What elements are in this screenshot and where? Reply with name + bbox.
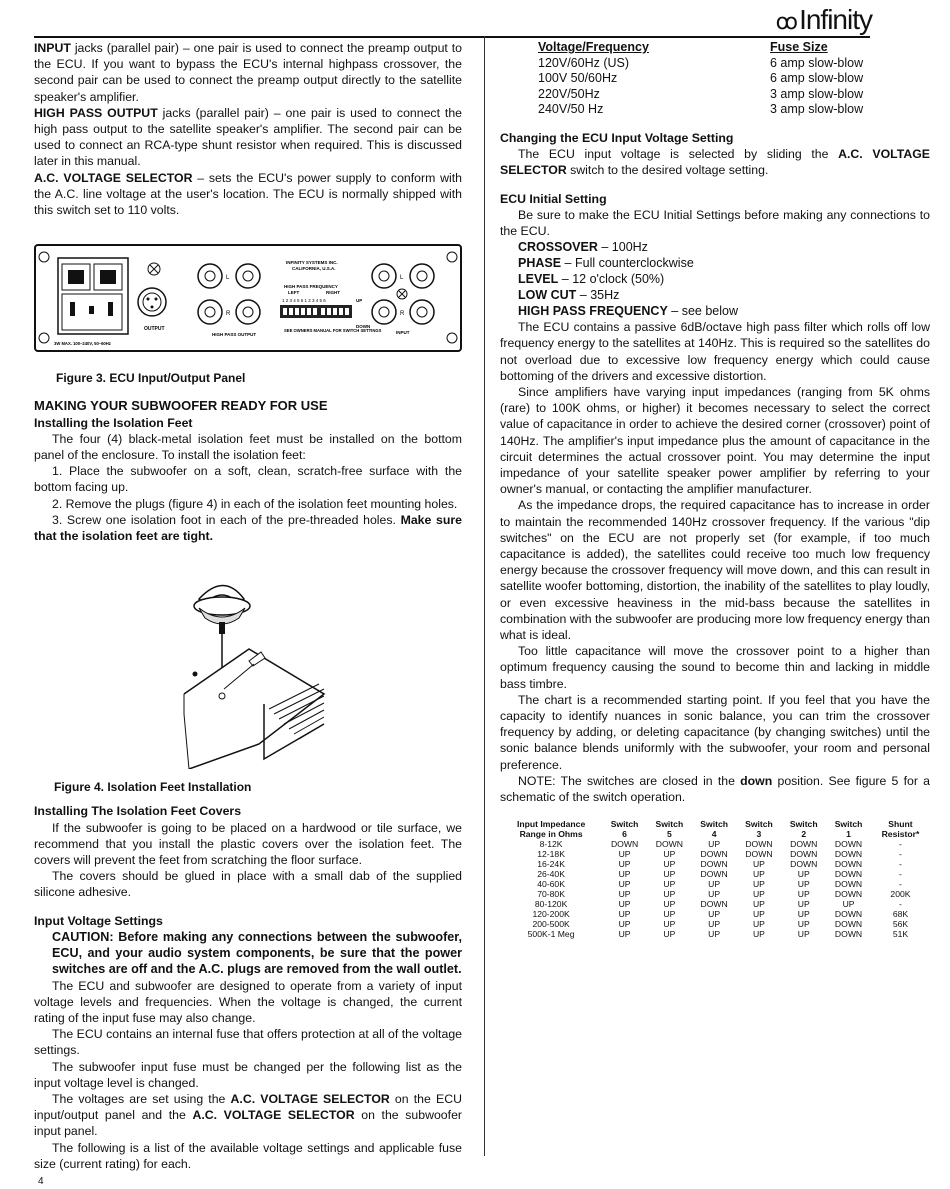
table-cell: UP [708, 919, 721, 930]
ac-selector-term: A.C. VOLTAGE SELECTOR [34, 170, 193, 185]
table-cell: - [899, 879, 902, 890]
table-cell: UP [797, 929, 810, 940]
table-cell: 500K-1 Meg [527, 929, 575, 940]
input-voltage-paragraph-1: The ECU and subwoofer are designed to operate from a variety of input voltage levels and frequencies. When the voltage is changed, the current rating of the input fuse may also change. [34, 978, 462, 1025]
table-cell: DOWN [834, 879, 863, 890]
table-cell: DOWN [834, 869, 863, 880]
input-voltage-paragraph-4 [34, 1091, 462, 1140]
table-row [500, 929, 930, 939]
table-cell: - [899, 869, 902, 880]
column-header: Input Impedance [516, 819, 586, 830]
table-cell: UP [752, 859, 765, 870]
step-3-emphasis: Make sure that the isolation feet are tight. [34, 512, 462, 544]
column-header: 5 [666, 829, 672, 840]
table-row [500, 859, 930, 869]
input-desc: jacks (parallel pair) – one pair is used to connect the preamp output to the ECU. If you want to bypass the ECU's internal highpass crossover, the second pair can be used to connect the preamp output directly to the satellite speaker's amplifier. [34, 41, 462, 104]
table-cell: 56K [892, 919, 909, 930]
caution-paragraph: CAUTION: Before making any connections between the subwoofer, ECU, and your audio system components, be sure that the power switches are off and the A.C. plugs are removed from the wall outlet. [52, 929, 462, 977]
ac-selector-desc: – sets the ECU's power supply to conform with the A.C. line voltage at the user's location. The ECU is normally shipped with this switch set to 110 volts. [34, 170, 462, 218]
table-cell: 80-120K [534, 899, 568, 910]
table-cell: DOWN [700, 849, 728, 860]
table-cell: UP [708, 879, 721, 890]
table-cell: UP [663, 899, 676, 910]
ecu-panel-figure [34, 244, 462, 354]
column-header: Switch [789, 819, 818, 830]
table-cell: DOWN [745, 839, 773, 850]
hp-output-term: HIGH PASS OUTPUT [34, 105, 158, 120]
setting-value: – 100Hz [597, 240, 648, 255]
panel-hpf-label: HIGH PASS FREQUENCY [284, 284, 338, 290]
table-cell: UP [663, 929, 676, 940]
table-cell: 26-40K [537, 869, 565, 880]
table-cell: UP [797, 909, 810, 920]
table-cell: UP [752, 889, 765, 900]
panel-output-label: OUTPUT [144, 326, 165, 333]
column-header: Shunt [888, 819, 913, 830]
table-cell: UP [618, 849, 631, 860]
table-cell: UP [618, 859, 631, 870]
voltage-fuse-list [538, 40, 870, 118]
input-voltage-paragraph-2: The ECU contains an internal fuse that offers protection at all of the voltage settings. [34, 1027, 462, 1058]
table-cell: UP [618, 869, 631, 880]
table-row [500, 909, 930, 919]
table-cell: 68K [892, 909, 909, 920]
table-cell: DOWN [790, 849, 818, 860]
switch-table-body [500, 839, 930, 939]
table-cell: DOWN [834, 909, 863, 920]
table-cell: - [899, 859, 902, 870]
panel-input-label: INPUT [396, 330, 410, 336]
iv-p4-c: on the ECU input/output panel and the [34, 1091, 462, 1123]
iv-p4-a: The voltages are set using the [52, 1091, 231, 1106]
voltage-value: 220V/50Hz [538, 86, 600, 101]
hpf-paragraph-1: The ECU contains a passive 6dB/octave high pass filter which rolls off low frequency energy to the satellites at 140Hz. This is required so the satellites do not overload due to excessive low frequency energy which could cause bottoming of the drivers and excessive distortion. [500, 320, 930, 383]
step-2: 2. Remove the plugs (figure 4) in each of the isolation feet mounting holes. [52, 496, 458, 511]
panel-power-label: 3W MAX. 100–240V, 50–60Hz [54, 341, 111, 347]
table-cell: DOWN [834, 859, 863, 870]
heading-feet-covers: Installing The Isolation Feet Covers [34, 804, 242, 819]
table-cell: DOWN [700, 869, 728, 880]
setting-key: CROSSOVER [518, 240, 598, 255]
table-cell: UP [663, 849, 676, 860]
setting-value: – 12 o'clock (50%) [558, 272, 665, 287]
table-cell: UP [752, 929, 765, 940]
table-cell: UP [618, 929, 631, 940]
change-b: A.C. VOLTAGE SELECTOR [500, 147, 930, 178]
table-cell: DOWN [834, 929, 863, 940]
voltage-value: 240V/50 Hz [538, 102, 604, 117]
step-1: 1. Place the subwoofer on a soft, clean, scratch-free surface with the bottom facing up. [34, 464, 462, 495]
table-cell: UP [797, 869, 810, 880]
fuse-value: 3 amp slow-blow [770, 102, 864, 117]
table-cell: DOWN [655, 839, 683, 850]
table-cell: UP [663, 859, 676, 870]
ac-selector-paragraph [34, 170, 462, 219]
column-header: Switch [745, 819, 773, 830]
table-cell: UP [618, 879, 631, 890]
note-b: down [740, 773, 773, 788]
table-cell: DOWN [790, 859, 818, 870]
column-header: 2 [801, 829, 807, 840]
table-cell: DOWN [834, 849, 863, 860]
table-cell: UP [752, 869, 765, 880]
table-cell: DOWN [700, 859, 728, 870]
table-cell: 70-80K [537, 889, 565, 900]
table-row [500, 899, 930, 909]
setting-phase [500, 255, 930, 271]
covers-paragraph-2: The covers should be glued in place with a small dab of the supplied silicone adhesive. [34, 869, 462, 900]
panel-down-label: DOWN [356, 324, 371, 330]
hpf-paragraph-2: Since amplifiers have varying input impedances (ranging from 5K ohms (rare) to 100K ohms, or higher) it becomes necessary to select the correct value of capacitance in order to achieve the desired corner (crossover) point of 140Hz. The amplifier's input impedance plus the amount of capacitance in the circuit determines the actual crossover point. You may determine the input impedance of your satellite speaker power amplifier by referring to your owner's manual, or contacting the amplifier manufacturer. [500, 385, 930, 497]
column-header: Switch [834, 819, 863, 830]
table-cell: 8-12K [539, 839, 563, 850]
table-cell: UP [842, 899, 855, 910]
table-row [500, 869, 930, 879]
table-cell: UP [797, 919, 810, 930]
table-cell: UP [752, 879, 765, 890]
panel-switch-numbers: 1 2 3 4 5 6 1 2 3 4 5 6 [282, 298, 326, 304]
fuse-value: 3 amp slow-blow [770, 86, 864, 101]
heading-change-voltage: Changing the ECU Input Voltage Setting [500, 130, 734, 145]
setting-crossover [500, 239, 930, 255]
panel-hp-output-label: HIGH PASS OUTPUT [212, 332, 257, 338]
header-rule [34, 36, 870, 38]
section-title: MAKING YOUR SUBWOOFER READY FOR USE [34, 398, 328, 414]
setting-level [500, 271, 930, 287]
column-header: Switch [700, 819, 728, 830]
brand-name: Infinity [799, 4, 872, 35]
table-cell: UP [708, 839, 721, 850]
fuse-size-header: Fuse Size [770, 40, 828, 54]
table-cell: UP [618, 889, 631, 900]
voltage-value: 100V 50/60Hz [538, 71, 618, 86]
step-3 [34, 512, 462, 544]
setting-low-cut [500, 287, 930, 303]
table-row [500, 849, 930, 859]
table-cell: UP [663, 889, 676, 900]
column-header: Range in Ohms [519, 829, 583, 840]
table-header-row [500, 819, 930, 829]
change-c: switch to the desired voltage setting. [566, 163, 769, 178]
figure-4-caption: Figure 4. Isolation Feet Installation [54, 780, 252, 795]
table-cell: - [899, 839, 902, 850]
table-row [500, 889, 930, 899]
setting-key: LEVEL [518, 272, 559, 287]
table-cell: DOWN [834, 919, 863, 930]
table-cell: DOWN [610, 839, 639, 850]
right-column [500, 40, 930, 939]
column-header: Resistor* [881, 829, 920, 840]
table-cell: UP [708, 889, 721, 900]
note-a: NOTE: The switches are closed in the [518, 773, 741, 788]
table-cell: 12-18K [537, 849, 565, 860]
isolation-feet-paragraph: The four (4) black-metal isolation feet must be installed on the bottom panel of the enclosure. To install the isolation feet: [34, 431, 462, 463]
panel-in-r-label: R [400, 311, 405, 318]
table-cell: UP [797, 879, 810, 890]
figure-3-caption: Figure 3. ECU Input/Output Panel [56, 371, 246, 386]
table-cell: UP [797, 889, 810, 900]
table-cell: DOWN [790, 839, 818, 850]
initial-setting-paragraph: Be sure to make the ECU Initial Settings before making any connections to the ECU. [500, 207, 930, 238]
table-cell: 120-200K [532, 909, 570, 920]
ecu-panel-drawing [34, 244, 462, 354]
panel-up-label: UP [356, 298, 363, 304]
setting-value: – Full counterclockwise [561, 256, 694, 271]
heading-input-voltage: Input Voltage Settings [34, 913, 163, 928]
setting-key: HIGH PASS FREQUENCY [518, 304, 668, 319]
setting-hpf [500, 303, 930, 319]
heading-initial-setting: ECU Initial Setting [500, 191, 607, 206]
input-voltage-paragraph-5: The following is a list of the available voltage settings and applicable fuse size (current rating) for each. [34, 1140, 462, 1171]
input-voltage-paragraph-3: The subwoofer input fuse must be changed per the following list as the input voltage level is changed. [34, 1059, 462, 1090]
column-header: 1 [846, 829, 851, 840]
column-header: 4 [711, 829, 717, 840]
panel-right-label: RIGHT [326, 290, 340, 296]
panel-city: CALIFORNIA, U.S.A. [292, 266, 336, 272]
table-cell: - [899, 899, 902, 910]
table-cell: 51K [892, 929, 909, 940]
table-cell: DOWN [700, 899, 728, 910]
input-term: INPUT [34, 41, 71, 55]
column-divider [484, 36, 485, 1156]
voltage-value: 120V/60Hz (US) [538, 55, 630, 70]
fuse-value: 6 amp slow-blow [770, 55, 864, 70]
table-row [500, 839, 930, 849]
table-cell: UP [708, 909, 721, 920]
note-paragraph [500, 773, 930, 805]
table-cell: 200-500K [532, 919, 570, 930]
panel-in-l-label: L [400, 275, 404, 282]
infinity-logo-icon: ꝏ [775, 9, 798, 34]
iv-p4-e: on the subwoofer input panel. [34, 1108, 463, 1139]
panel-l-label: L [226, 275, 230, 282]
hpf-paragraph-5: The chart is a recommended starting point. If you feel that you have the capacity to identify nuances in sonic balance, you can trim the crossover frequency by adding, or deleting capacitance (by changing switches) until the sonic balance blends uniformly with the subwoofer, your room and personal preference. [500, 692, 930, 772]
heading-isolation-feet: Installing the Isolation Feet [34, 415, 193, 430]
column-header: 6 [622, 829, 627, 840]
step-3-text: 3. Screw one isolation foot in each of the pre-threaded holes. [52, 512, 401, 527]
hpf-paragraph-3: As the impedance drops, the required capacitance has to increase in order to maintain the recommended 140Hz crossover frequency. If the various "dip switches" on the ECU are not properly set (for example, if too much capacitance is added), the satellites could receive too much low frequency energy because the crossover frequency will move down, and this can result in satellite woofer bottoming, distortion, the inability of the satellites to play loudly, or even excessive heaviness in the mid-bass because the satellites in combination with the subwoofer are producing more low frequency energy than what is ideal. [500, 498, 930, 643]
table-cell: UP [618, 909, 631, 920]
table-cell: UP [663, 869, 676, 880]
table-cell: UP [752, 909, 765, 920]
left-column [34, 40, 462, 1172]
iv-p4-d: A.C. VOLTAGE SELECTOR [192, 1108, 355, 1123]
isolation-foot-drawing [179, 574, 329, 769]
change-a: The ECU input voltage is selected by sliding the [518, 147, 839, 162]
hp-output-paragraph [34, 105, 462, 170]
panel-manual-label: SEE OWNERS MANUAL FOR SWITCH SETTINGS [284, 328, 382, 334]
table-cell: DOWN [834, 839, 863, 850]
table-cell: 40-60K [537, 879, 565, 890]
note-c: position. See figure 5 for a schematic of the switch operation. [500, 773, 931, 805]
setting-key: PHASE [518, 256, 562, 271]
change-voltage-paragraph [500, 146, 930, 178]
hpf-paragraph-4: Too little capacitance will move the crossover point to a higher than optimum frequency causing the sound to become thin and lacking in middle bass timbre. [500, 644, 930, 691]
table-row [500, 879, 930, 889]
table-row [500, 919, 930, 929]
table-cell: DOWN [834, 889, 863, 900]
table-cell: UP [797, 899, 810, 910]
table-cell: UP [752, 899, 765, 910]
panel-left-label: LEFT [288, 290, 300, 296]
isolation-foot-figure [179, 574, 329, 769]
switch-settings-table [500, 819, 930, 939]
panel-r-label: R [226, 311, 231, 318]
table-cell: UP [618, 899, 631, 910]
table-cell: UP [752, 919, 765, 930]
table-cell: 16-24K [537, 859, 565, 870]
setting-key: LOW CUT [518, 288, 577, 303]
table-cell: UP [663, 919, 676, 930]
iv-p4-b: A.C. VOLTAGE SELECTOR [230, 1091, 390, 1106]
table-cell: 200K [890, 889, 911, 900]
input-jacks-paragraph [34, 40, 462, 105]
table-cell: UP [663, 909, 676, 920]
table-cell: UP [618, 919, 631, 930]
table-header-row [500, 829, 930, 839]
column-header: 3 [756, 829, 762, 840]
voltage-frequency-header: Voltage/Frequency [538, 40, 649, 54]
page-number: 4 [38, 1176, 44, 1187]
table-cell: DOWN [745, 849, 773, 860]
column-header: Switch [610, 819, 639, 830]
panel-company: INFINITY SYSTEMS INC. [286, 260, 338, 266]
setting-value: – 35Hz [576, 288, 620, 303]
brand-logo [776, 4, 872, 36]
table-cell: - [899, 849, 902, 860]
fuse-value: 6 amp slow-blow [770, 71, 864, 86]
column-header: Switch [655, 819, 684, 830]
covers-paragraph-1: If the subwoofer is going to be placed on a hardwood or tile surface, we recommend that you install the plastic covers over the isolation feet. The covers will prevent the feet from scratching the floor surface. [34, 820, 462, 868]
table-cell: UP [663, 879, 676, 890]
setting-value: – see below [667, 304, 738, 319]
hp-output-desc: jacks (parallel pair) – one pair is used to connect the high pass output to the satellite speaker's amplifier. The second pair can be used to connect an RCA-type shunt resistor when required. This is discussed later in this manual. [34, 105, 463, 169]
table-cell: UP [708, 929, 721, 940]
